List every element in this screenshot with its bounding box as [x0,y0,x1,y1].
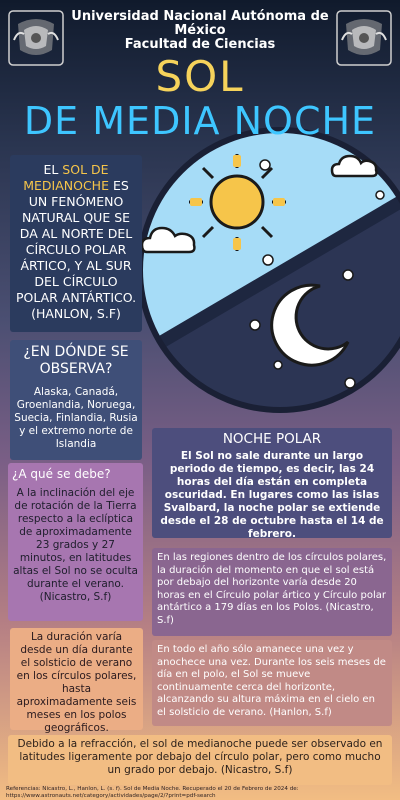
header [70,10,330,52]
polar-night-box [152,428,392,538]
star-icon [274,361,282,369]
why-heading: ¿A qué se debe? [12,467,111,481]
stars [150,120,400,420]
intro-box [10,155,142,332]
refraction-box [8,735,392,785]
references-line-1: Referencias: Nicastro, L., Hanlon, L. (s. f). Sol de Media Noche. Recuperado el 20 de Febrero de 2024 de: [6,786,299,792]
why-box [8,463,143,621]
star-icon [343,270,353,280]
references [6,786,396,799]
star-icon [263,255,273,265]
star-icon [345,378,355,388]
duration-box [10,628,143,734]
regions-box [152,548,392,636]
year-text: En todo el año sólo amanece una vez y anochece una vez. Durante los seis meses de día en el polo, el Sol se mueve continuamente cerca del horizonte, alcanzando su altura máxima en el cielo en el solsticio de verano. (Hanlon, S.f) [157,644,386,718]
intro-prefix: EL [43,162,63,177]
star-icon [250,320,260,330]
intro-text: ES UN FENÓMENO NATURAL QUE SE DA AL NORTE DEL CÍRCULO POLAR ÁRTICO, Y AL SUR DEL CÍRCULO POLAR ANTÁRTICO. (HANLON, S.F) [15,178,137,321]
star-icon [260,160,270,170]
where-box [10,340,142,460]
refraction-text: Debido a la refracción, el sol de medianoche puede ser observado en latitudes ligeramente por debajo del círculo polar, pero como mucho un grado por debajo. (Nicastro, S.f) [17,738,383,776]
faculty-name: Facultad de Ciencias [124,37,276,52]
references-line-2[interactable]: https://www.astronauts.net/category/actividades/page/2/?print=pdf-search [6,792,216,799]
duration-text: La duración varía desde un día durante el solsticio de verano en los círculos polares, hasta aproximadamente seis meses en los polos geográficos. [16,631,137,734]
polar-night-text: El Sol no sale durante un largo periodo de tiempo, es decir, las 24 horas del día están en completa oscuridad. En lugares como las islas Svalbard, la noche polar se extiende desde el 28 de octubre hasta el 14 de febrero. [160,450,384,540]
where-heading: ¿EN DÓNDE SE OBSERVA? [23,344,129,377]
star-icon [376,191,384,199]
title-line-2: DE MEDIA NOCHE [23,99,377,143]
where-text: Alaska, Canadá, Groenlandia, Noruega, Suecia, Finlandia, Rusia y el extremo norte de Islandia [14,386,138,450]
university-line-1: Universidad Nacional Autónoma de [71,9,329,24]
why-text: A la inclinación del eje de rotación de la Tierra respecto a la eclíptica de aproximadamente 23 grados y 27 minutos, en latitudes altas el Sol no se oculta durante el verano. (Nicastro, S.f) [13,487,138,603]
university-line-2: México [174,23,226,38]
year-box [152,640,392,726]
polar-night-heading: NOCHE POLAR [222,431,322,447]
title-line-1: SOL [155,52,245,101]
intro-highlight: SOL DE MEDIANOCHE [23,162,109,193]
regions-text: En las regiones dentro de los círculos polares, la duración del momento en que el sol está por debajo del horizonte varía desde 20 horas en el Círculo polar ártico y Círculo polar antártico a 179 días en los Polos. (Nicastro, S.f) [157,552,387,626]
